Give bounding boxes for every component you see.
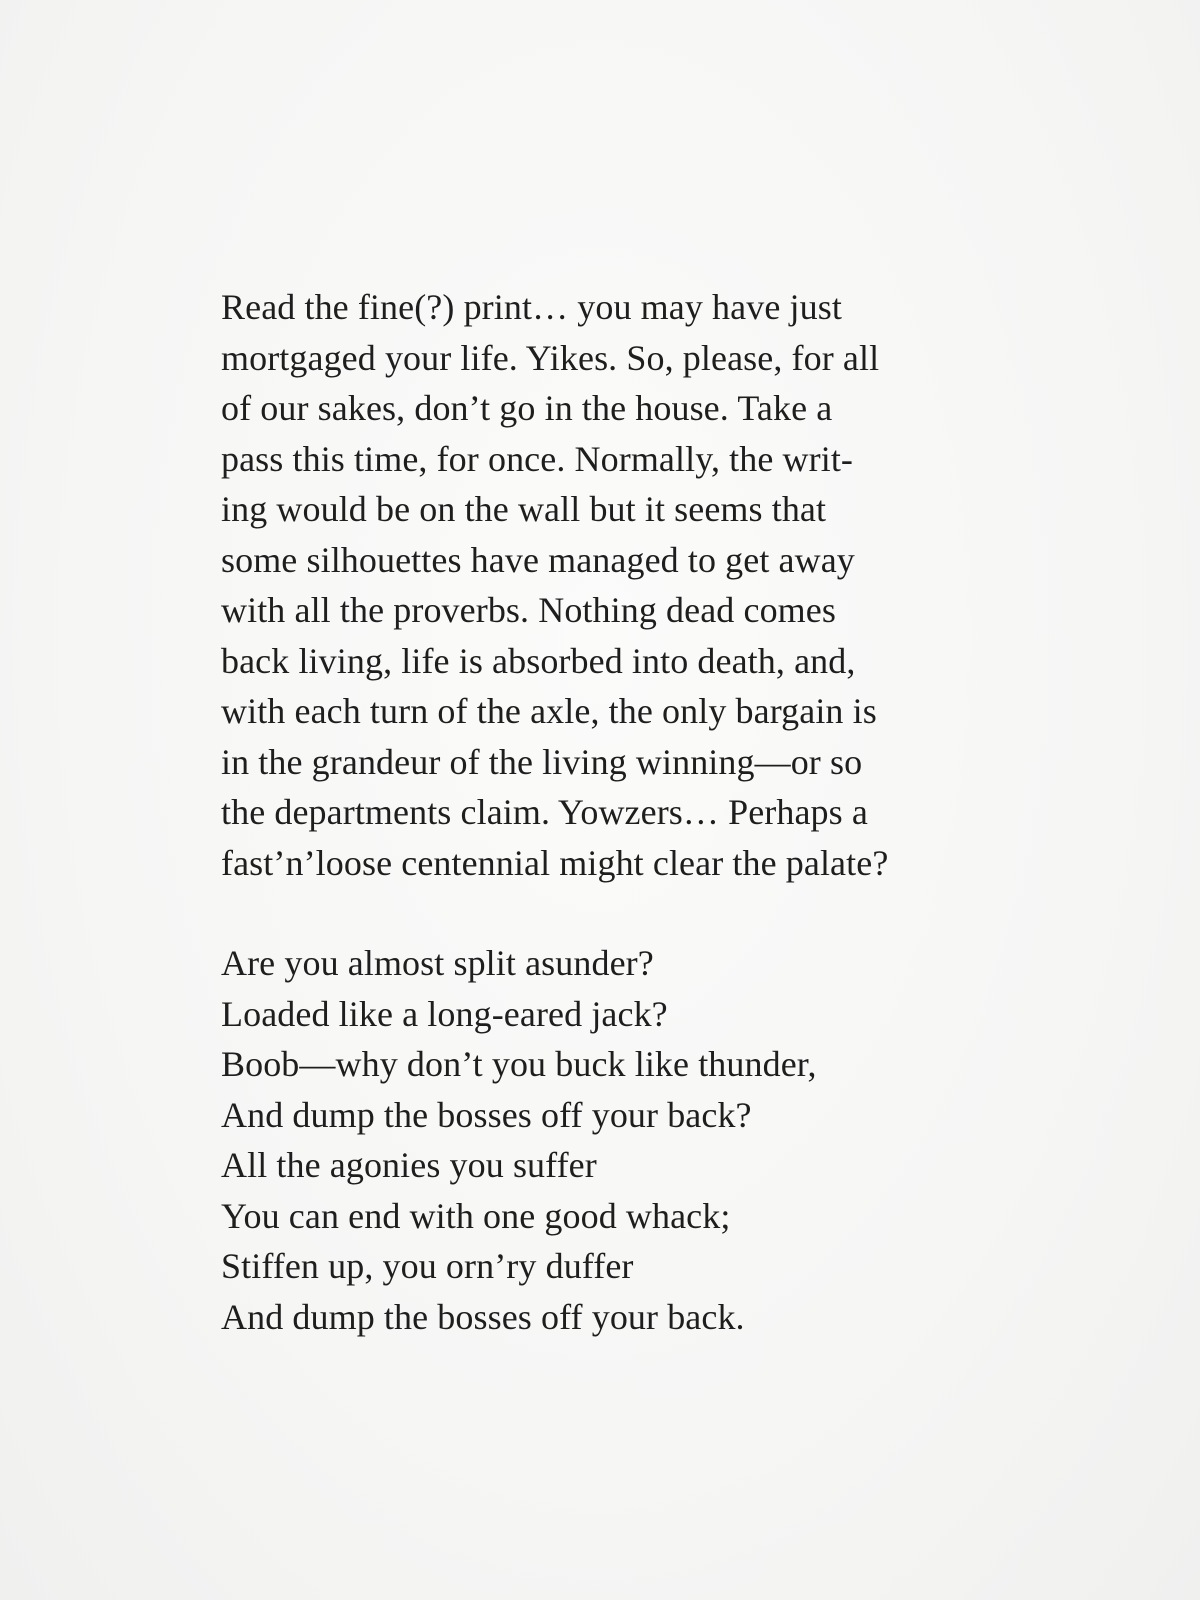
prose-line: back living, life is absorbed into death, and,: [221, 640, 856, 681]
prose-line: mortgaged your life. Yikes. So, please, for all: [221, 337, 880, 378]
verse-stanza: [221, 938, 1021, 1342]
prose-line: Read the fine(?) print… you may have just: [221, 287, 842, 327]
prose-line: ing would be on the wall but it seems that: [221, 489, 827, 529]
prose-line: of our sakes, don’t go in the house. Take a: [221, 388, 833, 428]
prose-line: some silhouettes have managed to get away: [221, 539, 855, 580]
prose-line: with each turn of the axle, the only bargain is: [221, 691, 877, 731]
verse-line: Are you almost split asunder?: [221, 943, 654, 983]
prose-line: with all the proverbs. Nothing dead comes: [221, 590, 836, 630]
prose-line: pass this time, for once. Normally, the writ-: [221, 438, 854, 479]
verse-line: You can end with one good whack;: [221, 1195, 731, 1236]
verse-line: And dump the bosses off your back.: [221, 1296, 745, 1337]
prose-line: the departments claim. Yowzers… Perhaps a: [221, 792, 868, 832]
verse-line: Boob—why don’t you buck like thunder,: [221, 1044, 817, 1084]
verse-line: Loaded like a long-eared jack?: [221, 993, 668, 1034]
prose-line: in the grandeur of the living winning—or so: [221, 741, 863, 782]
prose-paragraph: [221, 282, 1021, 888]
verse-line: All the agonies you suffer: [221, 1145, 597, 1185]
verse-line: Stiffen up, you orn’ry duffer: [221, 1246, 634, 1286]
wall-text-block: [221, 282, 1021, 1342]
verse-line: And dump the bosses off your back?: [221, 1094, 752, 1135]
prose-line: fast’n’loose centennial might clear the palate?: [221, 842, 889, 883]
